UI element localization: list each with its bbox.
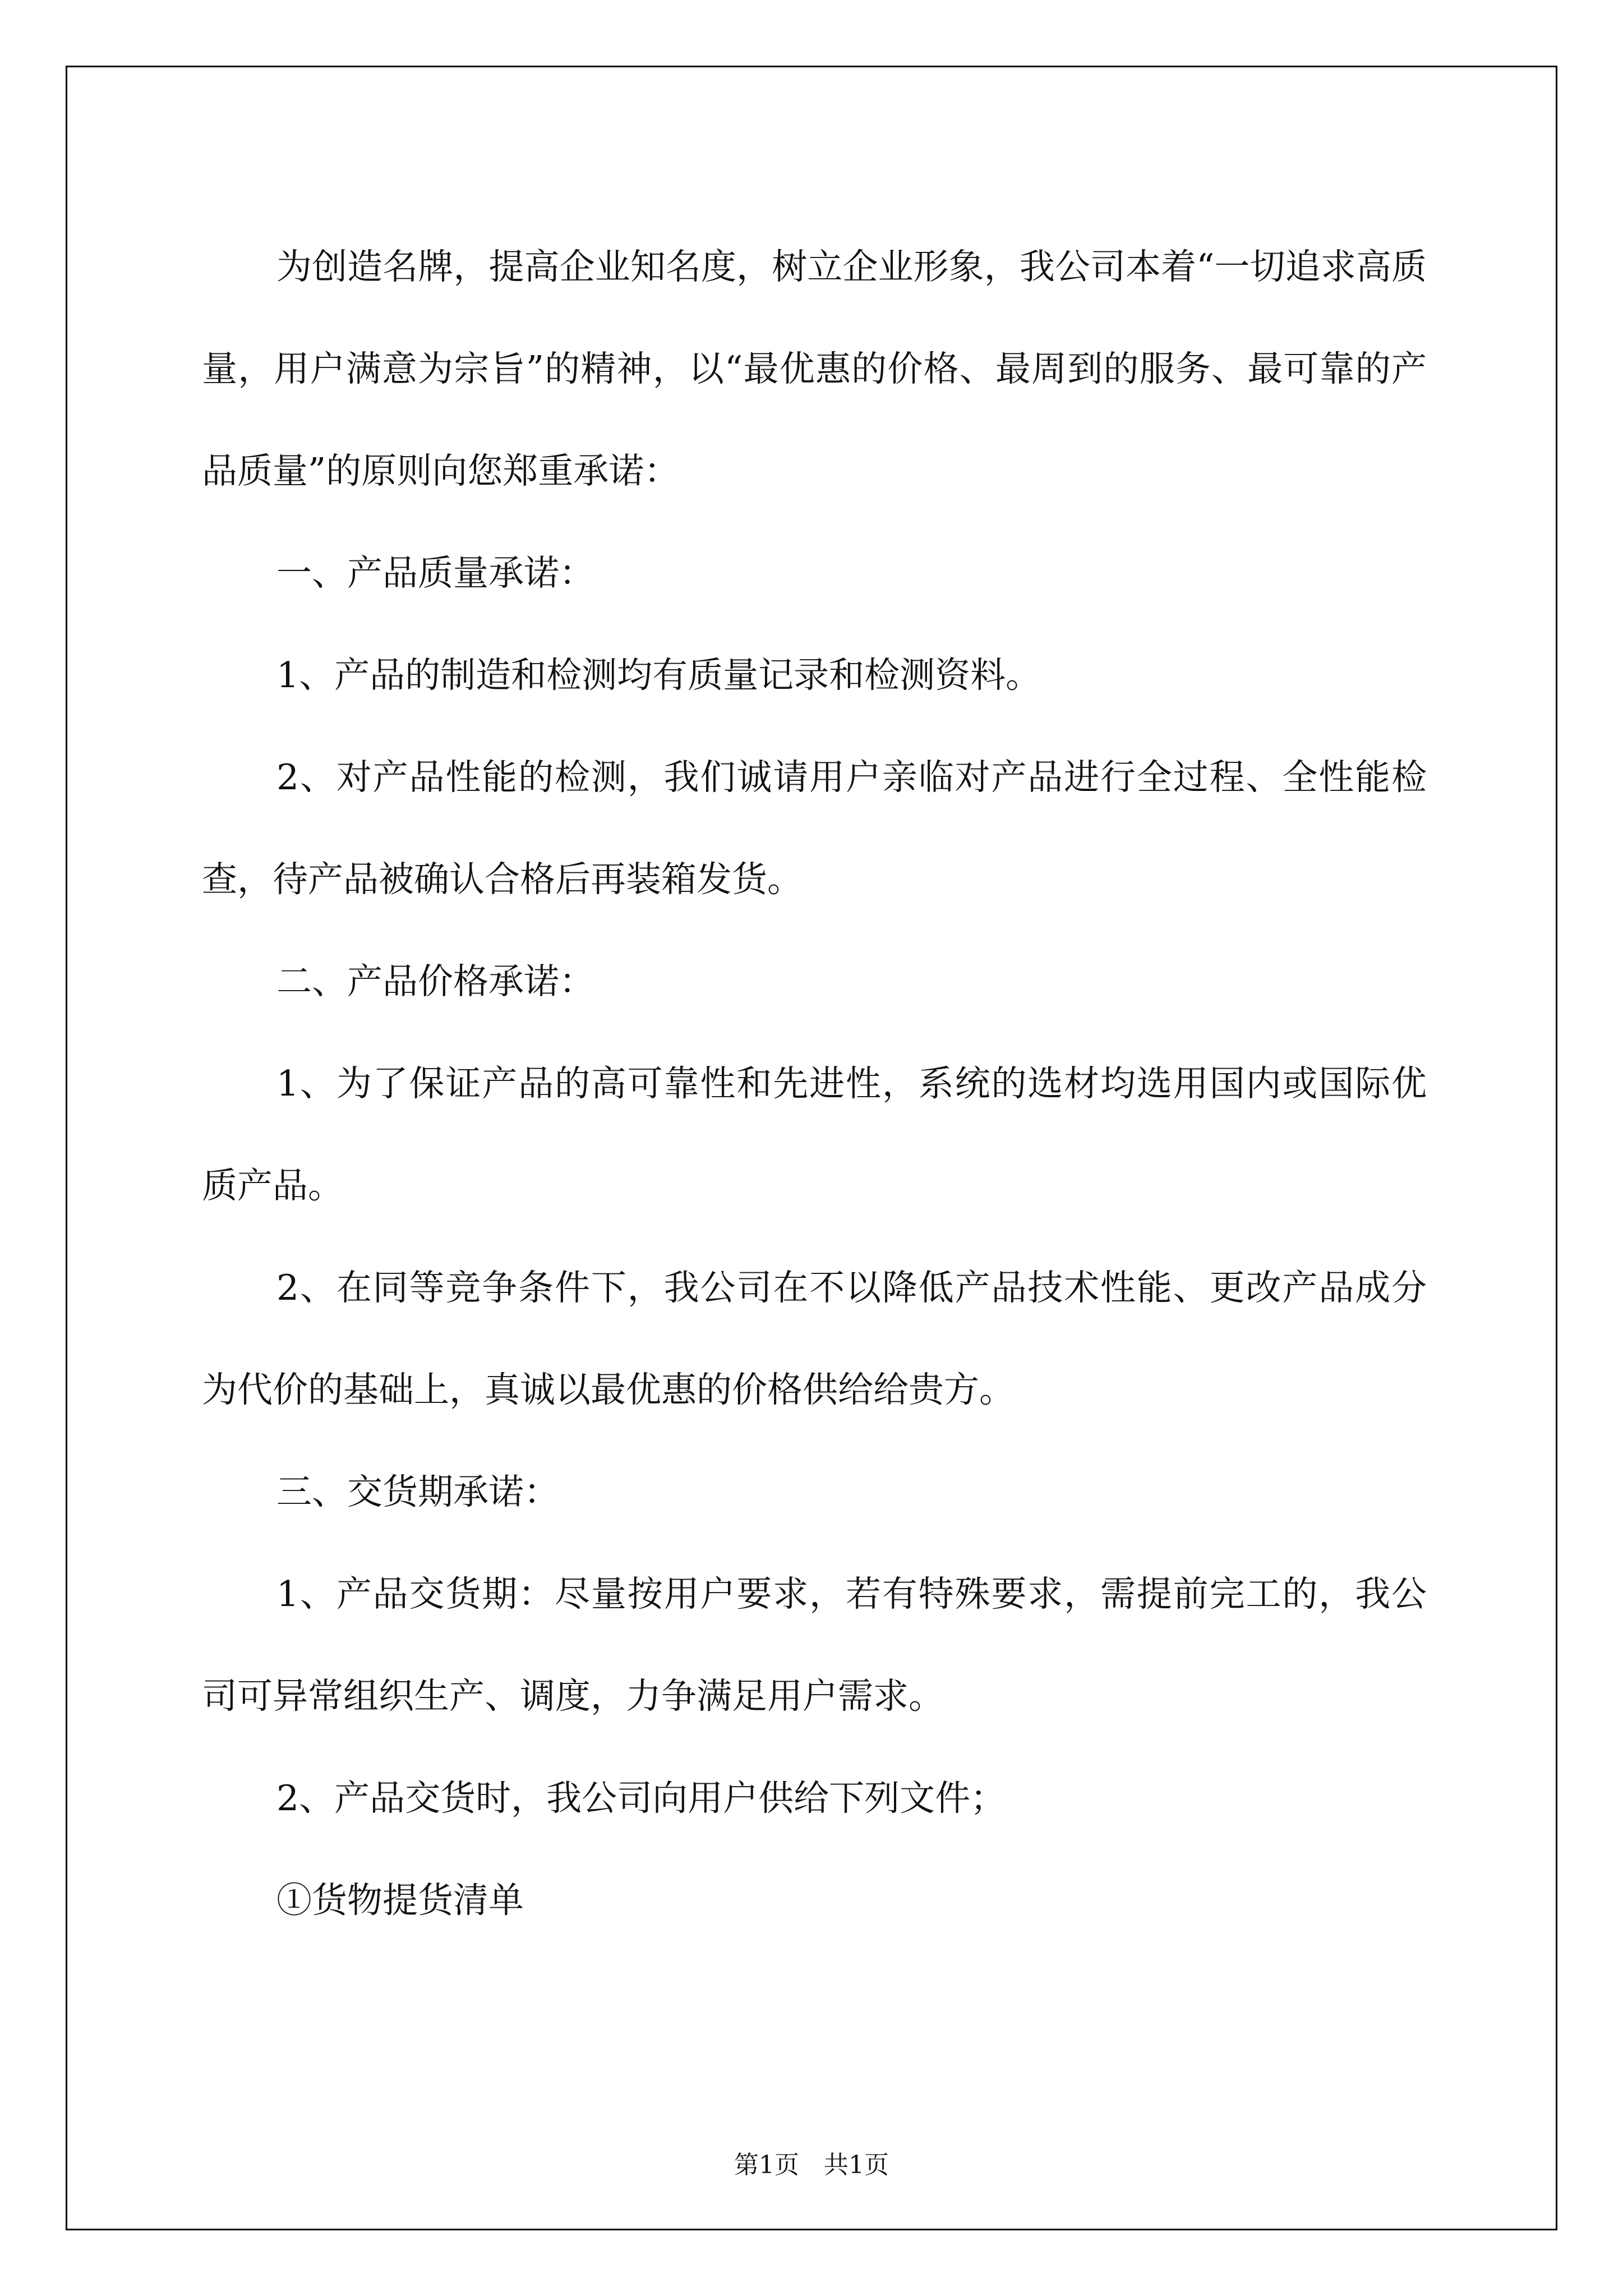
page-footer: 第1页 共1页 (734, 2151, 889, 2179)
price-item-1: 1、为了保证产品的高可靠性和先进性，系统的选材均选用国内或国际优质产品。 (202, 1063, 1427, 1206)
delivery-item-2: 2、产品交货时，我公司向用户供给下列文件； (276, 1778, 1006, 1819)
section-heading-price: 二、产品价格承诺： (276, 961, 594, 1002)
delivery-subitem-1: ①货物提货清单 (276, 1880, 524, 1921)
document-body (202, 216, 1427, 1952)
section-heading-delivery: 三、交货期承诺： (276, 1471, 559, 1512)
section-heading-quality: 一、产品质量承诺： (276, 553, 594, 593)
quality-item-1: 1、产品的制造和检测均有质量记录和检测资料。 (276, 655, 1041, 696)
intro-paragraph: 为创造名牌，提高企业知名度，树立企业形象，我公司本着“一切追求高质量，用户满意为宗旨”的精神，以“最优惠的价格、最周到的服务、最可靠的产品质量”的原则向您郑重承诺： (202, 246, 1427, 491)
quality-item-2: 2、对产品性能的检测，我们诚请用户亲临对产品进行全过程、全性能检查，待产品被确认合格后再装箱发货。 (202, 757, 1427, 900)
delivery-item-1: 1、产品交货期：尽量按用户要求，若有特殊要求，需提前完工的，我公司可异常组织生产、调度，力争满足用户需求。 (202, 1573, 1427, 1717)
price-item-2: 2、在同等竞争条件下，我公司在不以降低产品技术性能、更改产品成分为代价的基础上，真诚以最优惠的价格供给给贵方。 (202, 1267, 1427, 1410)
